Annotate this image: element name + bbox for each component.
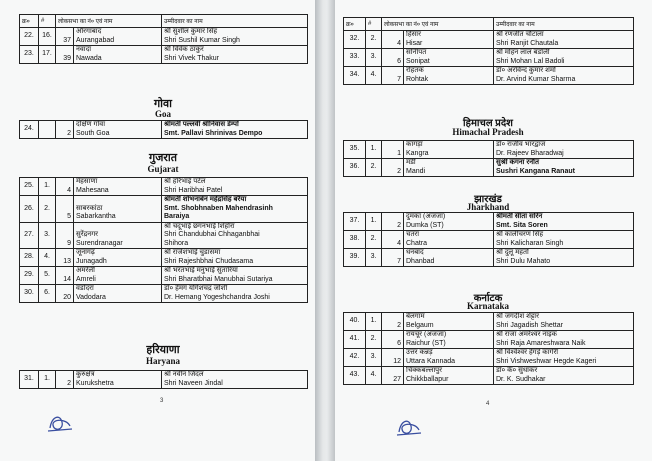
candidate-english: Sushri Kangana Ranaut — [496, 167, 575, 175]
candidate-hindi: श्री भरतभाई मनुभाई सुतारिया — [164, 267, 238, 274]
constituency-english: Dhanbad — [406, 257, 435, 265]
constituency-number-cell: 39 — [56, 46, 74, 64]
state-serial-cell: 2. — [366, 331, 382, 349]
constituency-number-cell: 4 — [382, 31, 404, 49]
constituency-number-cell: 2 — [382, 159, 404, 177]
constituency-english: Amreli — [76, 275, 96, 283]
constituency-hindi: दुमका (अजजा) — [406, 213, 446, 220]
state-title-english: Himachal Pradesh — [452, 127, 524, 137]
constituency-english: Hisar — [406, 39, 423, 47]
table-row — [344, 367, 634, 385]
constituency-english: Raichur (ST) — [406, 339, 446, 347]
book-spine — [315, 0, 335, 461]
candidate-english: Dr. K. Sudhakar — [496, 375, 546, 383]
candidate-hindi: श्री राजा अमरेश्वर नाइक — [496, 331, 557, 338]
constituency-name-cell — [404, 141, 494, 159]
candidate-hindi: श्री रणजीत चौटाला — [496, 31, 544, 38]
candidate-hindi: श्री नवीन जिंदल — [164, 371, 204, 378]
constituency-name-cell — [404, 231, 494, 249]
serial-cell: 31. — [20, 371, 39, 389]
candidate-table-goa — [19, 120, 308, 139]
candidate-name-cell — [494, 313, 634, 331]
constituency-hindi: हिसार — [406, 31, 421, 38]
candidate-name-cell — [494, 31, 634, 49]
candidate-english-cont: Shihora — [164, 239, 189, 247]
header-num: # — [39, 15, 56, 28]
state-title-english: Jharkhand — [466, 202, 510, 212]
constituency-hindi: सुरेंद्रनगर — [76, 231, 99, 238]
constituency-english: Belgaum — [406, 321, 434, 329]
candidate-name-cell — [494, 249, 634, 267]
candidate-table-karnataka — [343, 312, 634, 385]
constituency-number-cell: 14 — [56, 267, 74, 285]
table-row — [344, 159, 634, 177]
constituency-name-cell — [404, 367, 494, 385]
candidate-english: Shri Haribhai Patel — [164, 186, 223, 194]
state-serial-cell: 4. — [39, 249, 56, 267]
constituency-number-cell: 12 — [382, 349, 404, 367]
serial-cell: 24. — [20, 121, 39, 139]
serial-cell: 25. — [20, 178, 39, 196]
candidate-english: Shri Raja Amareshwara Naik — [496, 339, 586, 347]
table-row — [20, 371, 308, 389]
constituency-english: Kurukshetra — [76, 379, 114, 387]
serial-cell: 38. — [344, 231, 366, 249]
header-sno: क्र० — [20, 15, 39, 28]
constituency-number-cell: 5 — [56, 196, 74, 223]
constituency-hindi: कांगड़ा — [406, 141, 423, 148]
state-title-english: Gujarat — [147, 164, 179, 174]
table-row — [20, 46, 308, 64]
candidate-name-cell — [162, 267, 308, 285]
constituency-english: Mandi — [406, 167, 426, 175]
candidate-english: Shri Naveen Jindal — [164, 379, 223, 387]
state-serial-cell: 1. — [39, 371, 56, 389]
serial-cell: 36. — [344, 159, 366, 177]
serial-cell: 42. — [344, 349, 366, 367]
constituency-hindi: औरंगाबाद — [76, 28, 102, 35]
candidate-table-jharkhand — [343, 212, 634, 267]
constituency-hindi: रायचूर (अजजा) — [406, 331, 447, 338]
serial-cell: 28. — [20, 249, 39, 267]
constituency-hindi: चिक्कबल्लापुर — [406, 367, 443, 374]
candidate-table-himachal — [343, 140, 634, 177]
candidate-hindi: डॉ० हेमंग योगेशचंद्र जोशी — [164, 285, 228, 292]
state-title-english: Goa — [154, 109, 171, 119]
table-row — [344, 231, 634, 249]
candidate-english: Shri Mohan Lal Badoli — [496, 57, 565, 65]
candidate-english: Shri Kalicharan Singh — [496, 239, 564, 247]
candidate-name-cell — [162, 285, 308, 303]
constituency-name-cell — [74, 222, 162, 249]
state-serial-cell: 6. — [39, 285, 56, 303]
state-title-hindi: झारखंड — [474, 194, 502, 205]
header-num: # — [366, 18, 382, 31]
candidate-hindi: श्री विवेक ठाकुर — [164, 46, 204, 53]
table-header — [344, 18, 634, 31]
candidate-english: Dr. Arvind Kumar Sharma — [496, 75, 576, 83]
candidate-english: Smt. Pallavi Shrinivas Dempo — [164, 129, 263, 137]
state-serial-cell: 4. — [366, 367, 382, 385]
constituency-english: Uttara Kannada — [406, 357, 456, 365]
candidate-hindi: डॉ० अरविन्द कुमार शर्मा — [496, 67, 556, 74]
state-serial-cell: 4. — [366, 67, 382, 85]
candidate-hindi: श्री राजेशभाई चुडासमा — [164, 249, 221, 256]
constituency-name-cell — [74, 249, 162, 267]
state-serial-cell: 5. — [39, 267, 56, 285]
constituency-hindi: कुरुक्षेत्र — [76, 371, 95, 378]
header-constituency: लोकसभा का नं० एवं नाम — [382, 18, 494, 31]
constituency-name-cell — [404, 67, 494, 85]
table-row — [20, 121, 308, 139]
header-sno: क्र० — [344, 18, 366, 31]
candidate-english: Shri Vishweshwar Hegde Kageri — [496, 357, 597, 365]
candidate-hindi: डॉ० के० सुधाकर — [496, 367, 538, 374]
constituency-hindi: धनबाद — [406, 249, 424, 256]
constituency-hindi: जूनागढ़ — [76, 249, 95, 256]
constituency-name-cell — [404, 159, 494, 177]
candidate-name-cell — [494, 159, 634, 177]
state-serial-cell: 2. — [366, 31, 382, 49]
state-title-english: Haryana — [145, 356, 180, 366]
constituency-english: South Goa — [76, 129, 110, 137]
candidate-hindi: श्री जगदीश शेट्टार — [496, 313, 539, 320]
header-candidate: उम्मीदवार का नाम — [162, 15, 308, 28]
constituency-number-cell: 9 — [56, 222, 74, 249]
constituency-name-cell — [404, 31, 494, 49]
constituency-number-cell: 7 — [382, 249, 404, 267]
candidate-table-top-right — [343, 17, 634, 85]
table-row — [344, 313, 634, 331]
candidate-name-cell — [162, 46, 308, 64]
candidate-name-cell — [494, 367, 634, 385]
signature-icon — [393, 414, 427, 440]
candidate-name-cell — [494, 349, 634, 367]
state-title-hindi: गुजरात — [149, 152, 177, 164]
state-serial-cell: 1. — [366, 213, 382, 231]
table-row — [20, 196, 308, 223]
serial-cell: 30. — [20, 285, 39, 303]
candidate-hindi: श्री विश्वेश्वर हेगड़े कागेरी — [496, 349, 559, 356]
state-serial-cell: 3. — [366, 49, 382, 67]
candidate-hindi: श्री दुलू महतो — [496, 249, 529, 256]
constituency-number-cell: 20 — [56, 285, 74, 303]
constituency-english: Chikkballapur — [406, 375, 449, 383]
constituency-name-cell — [404, 249, 494, 267]
constituency-name-cell — [404, 349, 494, 367]
candidate-hindi: श्री सुशील कुमार सिंह — [164, 28, 218, 35]
state-title-hindi: हिमाचल प्रदेश — [463, 118, 513, 129]
candidate-name-cell — [162, 249, 308, 267]
candidate-table-top-left — [19, 14, 308, 64]
candidate-english: Shri Vivek Thakur — [164, 54, 219, 62]
serial-cell: 33. — [344, 49, 366, 67]
candidate-english: Dr. Rajeev Bharadwaj — [496, 149, 564, 157]
serial-cell: 34. — [344, 67, 366, 85]
constituency-number-cell: 13 — [56, 249, 74, 267]
state-serial-cell: 3. — [366, 249, 382, 267]
page-number: 4 — [486, 401, 490, 407]
candidate-english: Smt. Shobhnaben Mahendrasinh — [164, 204, 273, 212]
constituency-english: Chatra — [406, 239, 428, 247]
candidate-english: Smt. Sita Soren — [496, 221, 548, 229]
table-row — [344, 141, 634, 159]
candidate-hindi: सुश्री कंगना रनौत — [496, 159, 539, 166]
candidate-hindi: श्री चंदूभाई छगनभाई शिहोरा — [164, 222, 235, 230]
constituency-english: Kangra — [406, 149, 429, 157]
serial-cell: 40. — [344, 313, 366, 331]
constituency-english: Vadodara — [76, 293, 106, 301]
constituency-number-cell: 6 — [382, 331, 404, 349]
state-serial-cell: 1. — [366, 141, 382, 159]
constituency-name-cell — [74, 46, 162, 64]
state-serial-cell: 2. — [366, 159, 382, 177]
state-serial-cell: 3. — [366, 349, 382, 367]
candidate-table-haryana — [19, 370, 308, 389]
constituency-number-cell: 2 — [56, 371, 74, 389]
table-header — [20, 15, 308, 28]
state-serial-cell: 1. — [39, 178, 56, 196]
candidate-name-cell — [494, 141, 634, 159]
signature-icon — [44, 410, 78, 436]
serial-cell: 27. — [20, 222, 39, 249]
candidate-name-cell — [162, 222, 308, 249]
constituency-number-cell: 2 — [56, 121, 74, 139]
serial-cell: 26. — [20, 196, 39, 223]
constituency-name-cell — [404, 213, 494, 231]
serial-cell: 39. — [344, 249, 366, 267]
table-row — [20, 28, 308, 46]
constituency-english: Sonipat — [406, 57, 430, 65]
table-row — [344, 31, 634, 49]
candidate-name-cell — [162, 196, 308, 223]
constituency-name-cell — [404, 49, 494, 67]
candidate-hindi: श्री मोहन लाल बडोली — [496, 49, 550, 56]
state-serial-cell — [39, 121, 56, 139]
constituency-hindi: मेहसाणा — [76, 178, 98, 185]
constituency-english: Dumka (ST) — [406, 221, 444, 229]
constituency-english: Junagadh — [76, 257, 107, 265]
constituency-number-cell: 2 — [382, 213, 404, 231]
serial-cell: 43. — [344, 367, 366, 385]
constituency-hindi: चतरा — [406, 231, 420, 238]
candidate-english: Shri Chandubhai Chhaganbhai — [164, 231, 260, 238]
constituency-name-cell — [404, 313, 494, 331]
constituency-name-cell — [74, 178, 162, 196]
candidate-name-cell — [494, 49, 634, 67]
state-title-hindi: गोवा — [153, 98, 172, 110]
constituency-hindi: दक्षिण गोवा — [76, 121, 106, 128]
table-row — [20, 249, 308, 267]
constituency-hindi: वडोदरा — [76, 285, 94, 292]
constituency-hindi: उत्तर कन्नड़ — [406, 349, 433, 356]
constituency-hindi: साबरकांठा — [76, 204, 103, 212]
constituency-name-cell — [74, 267, 162, 285]
constituency-number-cell: 27 — [382, 367, 404, 385]
state-serial-cell: 1. — [366, 313, 382, 331]
candidate-name-cell — [494, 67, 634, 85]
serial-cell: 35. — [344, 141, 366, 159]
table-row — [344, 67, 634, 85]
candidate-hindi: श्रीमती सीता सोरेन — [496, 213, 543, 220]
page-number: 3 — [160, 398, 164, 404]
constituency-hindi: सोनीपत — [406, 49, 427, 56]
candidate-name-cell — [162, 28, 308, 46]
constituency-number-cell: 37 — [56, 28, 74, 46]
constituency-hindi: बेलगाम — [406, 313, 425, 320]
constituency-number-cell: 7 — [382, 67, 404, 85]
table-row — [344, 49, 634, 67]
candidate-hindi: श्री हरिभाई पटेल — [164, 178, 206, 185]
table-row — [344, 249, 634, 267]
state-serial-cell: 2. — [366, 231, 382, 249]
constituency-name-cell — [74, 371, 162, 389]
constituency-english: Surendranagar — [76, 239, 123, 247]
header-candidate: उम्मीदवार का नाम — [494, 18, 634, 31]
table-row — [344, 349, 634, 367]
candidate-hindi: डॉ० राजीव भारद्वाज — [496, 141, 546, 148]
candidate-english: Shri Ranjit Chautala — [496, 39, 559, 47]
candidate-english: Shri Bharatbhai Manubhai Sutariya — [164, 275, 273, 283]
candidate-english: Shri Dulu Mahato — [496, 257, 551, 265]
left-page — [0, 0, 315, 461]
constituency-number-cell: 1 — [382, 141, 404, 159]
candidate-hindi: श्री कालीचरण सिंह — [496, 231, 544, 238]
constituency-hindi: नवादा — [76, 46, 92, 53]
candidate-english: Shri Sushil Kumar Singh — [164, 36, 240, 44]
serial-cell: 37. — [344, 213, 366, 231]
state-serial-cell: 17. — [39, 46, 56, 64]
constituency-hindi: मंडी — [406, 159, 416, 166]
table-row — [20, 267, 308, 285]
candidate-hindi: श्रीमती शोभनाबेन महेंद्रसिंह बरैया — [164, 196, 247, 203]
constituency-name-cell — [404, 331, 494, 349]
candidate-name-cell — [162, 371, 308, 389]
constituency-number-cell: 6 — [382, 49, 404, 67]
candidate-name-cell — [494, 231, 634, 249]
candidate-name-cell — [494, 331, 634, 349]
constituency-english: Sabarkantha — [76, 213, 116, 220]
serial-cell: 32. — [344, 31, 366, 49]
state-serial-cell: 2. — [39, 196, 56, 223]
constituency-name-cell — [74, 28, 162, 46]
state-serial-cell: 16. — [39, 28, 56, 46]
constituency-english: Nawada — [76, 54, 102, 62]
constituency-english: Rohtak — [406, 75, 429, 83]
table-row — [344, 213, 634, 231]
state-serial-cell: 3. — [39, 222, 56, 249]
right-page — [335, 0, 652, 461]
serial-cell: 22. — [20, 28, 39, 46]
candidate-hindi: श्रीमती पल्लवी श्रीनिवास डेम्पो — [164, 121, 239, 128]
candidate-name-cell — [494, 213, 634, 231]
constituency-number-cell: 2 — [382, 313, 404, 331]
header-constituency: लोकसभा का नं० एवं नाम — [56, 15, 162, 28]
candidate-name-cell — [162, 121, 308, 139]
state-title-hindi: हरियाणा — [146, 344, 180, 356]
constituency-name-cell — [74, 121, 162, 139]
constituency-number-cell: 4 — [56, 178, 74, 196]
state-title-hindi: कर्नाटक — [473, 293, 503, 304]
serial-cell: 41. — [344, 331, 366, 349]
candidate-table-gujarat — [19, 177, 308, 303]
candidate-name-cell — [162, 178, 308, 196]
candidate-english: Shri Jagadish Shettar — [496, 321, 563, 329]
constituency-english: Aurangabad — [76, 36, 115, 44]
constituency-hindi: अमरेली — [76, 267, 95, 274]
table-row — [20, 285, 308, 303]
candidate-english: Shri Rajeshbhai Chudasama — [164, 257, 254, 265]
constituency-english: Mahesana — [76, 186, 109, 194]
constituency-number-cell: 4 — [382, 231, 404, 249]
state-title-english: Karnataka — [466, 301, 509, 311]
constituency-hindi: रोहतक — [406, 67, 424, 74]
constituency-name-cell — [74, 196, 162, 223]
table-row — [20, 178, 308, 196]
constituency-name-cell — [74, 285, 162, 303]
table-row — [20, 222, 308, 249]
serial-cell: 29. — [20, 267, 39, 285]
table-row — [344, 331, 634, 349]
serial-cell: 23. — [20, 46, 39, 64]
candidate-english: Dr. Hemang Yogeshchandra Joshi — [164, 293, 270, 301]
candidate-english-cont: Baraiya — [164, 213, 190, 220]
